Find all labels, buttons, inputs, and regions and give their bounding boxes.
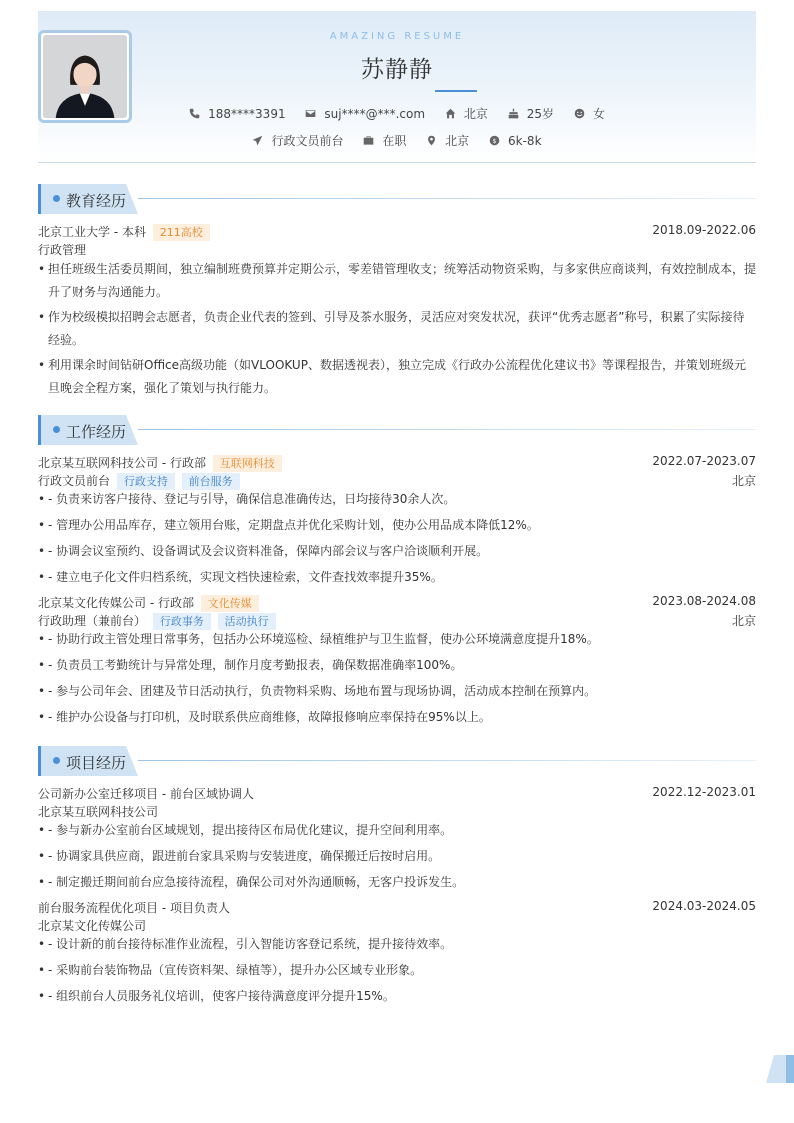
city-text: 北京 — [463, 107, 488, 121]
work-role: 行政助理（兼前台） — [38, 614, 147, 628]
phone-icon — [189, 108, 200, 119]
age-item — [508, 105, 554, 122]
skill-tag: 行政支持 — [117, 473, 175, 490]
section-rule — [138, 760, 756, 761]
school-tag: 211高校 — [153, 224, 210, 241]
industry-tag: 互联网科技 — [213, 455, 282, 472]
company-line: 北京某文化传媒公司 - 行政部 — [38, 596, 194, 610]
work-location: 北京 — [731, 474, 756, 488]
salary-text: 6k-8k — [508, 133, 542, 148]
work-bullet: • - 管理办公用品库存，建立领用台账，定期盘点并优化采购计划，使办公用品成本降低12%。 — [38, 514, 756, 537]
home-icon — [445, 108, 456, 119]
project-header — [38, 899, 756, 916]
project-title: 前台服务流程优化项目 - 项目负责人 — [38, 901, 230, 915]
brand-text: AMAZING RESUME — [329, 31, 465, 42]
gender-text: 女 — [592, 107, 605, 121]
target-city-item — [426, 132, 469, 149]
section-rule — [138, 429, 756, 430]
industry-tag: 文化传媒 — [201, 595, 259, 612]
project-bullet: • - 协调家具供应商，跟进前台家具采购与安装进度，确保搬迁后按时启用。 — [38, 845, 756, 868]
education-header — [38, 223, 756, 241]
skill-tag: 前台服务 — [182, 473, 240, 490]
work-bullet: • - 协调会议室预约、设备调试及会议资料准备，保障内部会议与客户洽谈顺利开展。 — [38, 540, 756, 563]
work-bullet: • - 建立电子化文件归档系统，实现文档快速检索，文件查找效率提升35%。 — [38, 566, 756, 589]
city-item — [445, 105, 488, 122]
project-bullet: • - 参与新办公室前台区域规划，提出接待区布局优化建议，提升空间利用率。 — [38, 819, 756, 842]
name-underline — [435, 90, 477, 92]
candidate-name: 苏静静 — [361, 57, 433, 83]
school-line: 北京工业大学 - 本科 — [38, 225, 146, 239]
intent-row — [38, 132, 756, 149]
smile-icon — [574, 108, 585, 119]
work-bullet: • - 负责来访客户接待、登记与引导，确保信息准确传达，日均接待30余人次。 — [38, 488, 756, 511]
section-work — [38, 415, 756, 445]
education-bullet: • 作为校级模拟招聘会志愿者，负责企业代表的签到、引导及茶水服务，灵活应对突发状况，获评“优秀志愿者”称号，积累了实际接待经验。 — [38, 306, 756, 352]
gender-item — [574, 105, 605, 122]
section-project — [38, 746, 756, 776]
work-dates: 2023.08-2024.08 — [652, 594, 756, 608]
cake-icon — [508, 108, 519, 119]
target-job-text: 行政文员前台 — [271, 134, 344, 148]
contact-row — [38, 105, 756, 122]
education-bullet: • 担任班级生活委员期间，独立编制班费预算并定期公示，零差错管理收支；统筹活动物资采购，与多家供应商谈判，有效控制成本，提升了财务与沟通能力。 — [38, 258, 756, 304]
section-education — [38, 184, 756, 214]
status-item — [363, 132, 406, 149]
education-dates: 2018.09-2022.06 — [652, 223, 756, 237]
phone-item — [189, 107, 285, 121]
target-job-item — [252, 132, 343, 149]
corner-decoration — [766, 1055, 794, 1083]
work-header — [38, 454, 756, 472]
resume-header — [38, 11, 756, 163]
section-dot — [53, 757, 60, 764]
project-bullet: • - 组织前台人员服务礼仪培训，使客户接待满意度评分提升15%。 — [38, 985, 756, 1008]
age-text: 25岁 — [526, 107, 555, 121]
project-bullet: • - 设计新的前台接待标准作业流程，引入智能访客登记系统，提升接待效率。 — [38, 933, 756, 956]
section-title-education: 教育经历 — [66, 192, 127, 210]
location-pin-icon — [426, 135, 437, 146]
work-role: 行政文员前台 — [38, 474, 111, 488]
education-major: 行政管理 — [38, 243, 87, 257]
project-bullet: • - 采购前台装饰物品（宣传资料架、绿植等），提升办公区域专业形象。 — [38, 959, 756, 982]
company-line: 北京某互联网科技公司 - 行政部 — [38, 456, 206, 470]
section-rule — [138, 198, 756, 199]
project-title: 公司新办公室迁移项目 - 前台区域协调人 — [38, 787, 254, 801]
send-icon — [252, 135, 263, 146]
work-header — [38, 594, 756, 612]
project-bullet: • - 制定搬迁期间前台应急接待流程，确保公司对外沟通顺畅，无客户投诉发生。 — [38, 871, 756, 894]
section-title-work: 工作经历 — [66, 423, 127, 441]
email-icon — [305, 108, 316, 119]
work-bullet: • - 参与公司年会、团建及节日活动执行，负责物料采购、场地布置与现场协调，活动成本控制在预算内。 — [38, 680, 756, 703]
project-header — [38, 785, 756, 802]
project-company: 北京某文化传媒公司 — [38, 919, 147, 933]
work-location: 北京 — [731, 614, 756, 628]
education-bullet: • 利用课余时间钻研Office高级功能（如VLOOKUP、数据透视表），独立完成《行政办公流程优化建议书》等课程报告，并策划班级元旦晚会全程方案，强化了策划与执行能力。 — [38, 354, 756, 400]
project-company: 北京某互联网科技公司 — [38, 805, 159, 819]
project-dates: 2022.12-2023.01 — [652, 785, 756, 799]
section-dot — [53, 426, 60, 433]
section-dot — [53, 195, 60, 202]
phone-text: 188****3391 — [208, 106, 286, 121]
work-bullet: • - 负责员工考勤统计与异常处理，制作月度考勤报表，确保数据准确率100%。 — [38, 654, 756, 677]
work-dates: 2022.07-2023.07 — [652, 454, 756, 468]
target-city-text: 北京 — [445, 134, 470, 148]
email-item — [305, 107, 425, 121]
briefcase-icon — [363, 135, 374, 146]
work-bullet: • - 维护办公设备与打印机，及时联系供应商维修，故障报修响应率保持在95%以上。 — [38, 706, 756, 729]
section-title-project: 项目经历 — [66, 754, 127, 772]
status-text: 在职 — [382, 134, 407, 148]
project-dates: 2024.03-2024.05 — [652, 899, 756, 913]
work-bullet: • - 协助行政主管处理日常事务，包括办公环境巡检、绿植维护与卫生监督，使办公环境满意度提升18%。 — [38, 628, 756, 651]
svg-text:$: $ — [492, 137, 497, 145]
salary-item — [489, 134, 542, 148]
email-text: suj****@***.com — [324, 106, 426, 121]
money-icon — [489, 135, 500, 146]
skill-tag: 活动执行 — [218, 613, 276, 630]
skill-tag: 行政事务 — [153, 613, 211, 630]
